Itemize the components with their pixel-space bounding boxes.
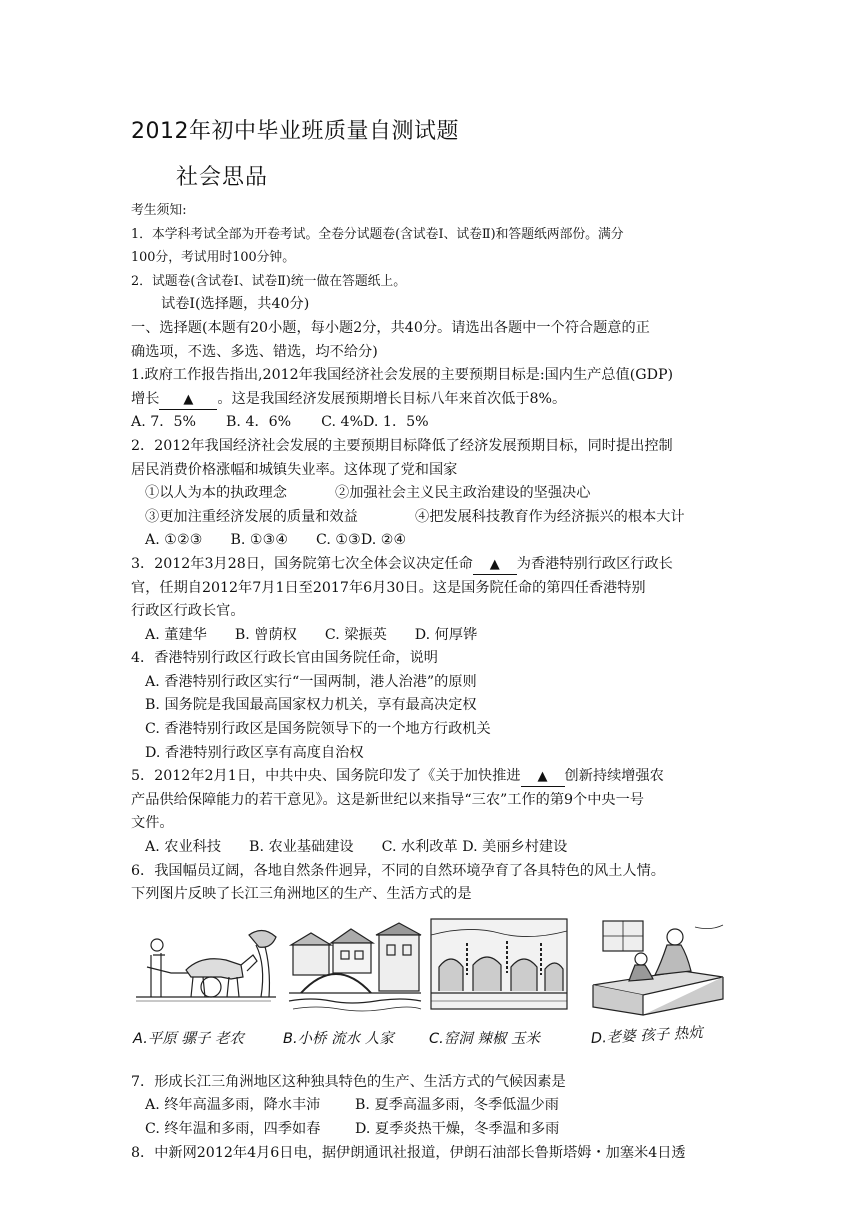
paper-label: 试卷Ⅰ(选择题，共40分) [161, 296, 310, 313]
q5-stem-a [131, 765, 736, 789]
q4-stem: 4．香港特别行政区行政长官由国务院任命，说明 [131, 650, 438, 667]
q1-options [131, 411, 736, 435]
picture-c-caption: C.窑洞 辣椒 玉米 [429, 1030, 540, 1047]
q2-item-3: ③更加注重经济发展的质量和效益 [145, 508, 358, 525]
q7-options-row-2 [131, 1118, 736, 1142]
q4-option-c: C. 香港特别行政区是国务院领导下的一个地方行政机关 [145, 721, 491, 738]
notice-heading: 考生须知: [131, 203, 187, 218]
q1-stem-b-pre: 增长 [131, 390, 160, 407]
q2-items-row-1 [131, 482, 736, 506]
q2-option-a: A. ①②③ [145, 532, 203, 549]
exam-content [131, 199, 736, 1165]
q5-stem-a-pre: 5．2012年2月1日，中共中央、国务院印发了《关于加快推进 [131, 768, 521, 785]
q8-stem: 8．中新网2012年4月6日电，据伊朗通讯社报道，伊朗石油部长鲁斯塔姆・加塞米4日透 [131, 1144, 686, 1161]
picture-b-caption: B.小桥 流水 人家 [283, 1030, 394, 1047]
section-intro-b: 确选项，不选、多选、错选，均不给分) [131, 343, 378, 360]
q5-option-cd: C. 水利改革 D. 美丽乡村建设 [381, 839, 568, 856]
q1-option-a: A. 7．5% [131, 414, 196, 431]
q7-options-row-1 [131, 1094, 736, 1118]
section-intro-a: 一、选择题(本题有20小题，每小题2分，共40分。请选出各题中一个符合题意的正 [131, 319, 650, 336]
kang-family-illustration [583, 915, 733, 1025]
q4-option-a: A. 香港特别行政区实行“一国两制，港人治港”的原则 [145, 673, 477, 690]
q5-option-b: B. 农业基础建设 [249, 839, 354, 856]
q3-answer-blank [473, 555, 517, 575]
blank-marker-icon: ▲ [183, 391, 194, 407]
q3-option-c: C. 梁振英 [324, 626, 387, 643]
exam-title: 2012年初中毕业班质量自测试题 [131, 119, 459, 144]
q3-stem-b: 官，任期自2012年7月1日至2017年6月30日。这是国务院任命的第四任香港特别 [131, 579, 646, 596]
q2-options [131, 529, 736, 553]
exam-subject: 社会思品 [176, 165, 269, 190]
notice-line-1a: 1．本学科考试全部为开卷考试。全卷分试题卷(含试卷Ⅰ、试卷Ⅱ)和答题纸两部份。满分 [131, 226, 624, 242]
q1-option-cd: C. 4%D. 1．5% [321, 414, 429, 431]
blank-marker-icon: ▲ [537, 769, 548, 785]
q1-option-b: B. 4．6% [226, 414, 292, 431]
q5-answer-blank [521, 767, 565, 787]
q5-options [131, 836, 736, 860]
q6-picture-row [131, 915, 736, 1065]
q3-stem-c: 行政区行政长官。 [131, 603, 245, 620]
q2-option-cd: C. ①③D. ②④ [316, 532, 407, 549]
q7-stem: 7．形成长江三角洲地区这种独具特色的生产、生活方式的气候因素是 [131, 1073, 566, 1090]
q3-stem-a [131, 553, 736, 577]
q6-stem-a: 6．我国幅员辽阔，各地自然条件迥异，不同的自然环境孕育了各具特色的风土人情。 [131, 862, 665, 879]
q1-stem-b [131, 388, 736, 412]
q2-item-2: ②加强社会主义民主政治建设的坚强决心 [335, 485, 591, 502]
q3-options [131, 624, 736, 648]
notice-line-1b: 100分，考试用时100分钟。 [131, 250, 296, 266]
q2-stem-b: 居民消费价格涨幅和城镇失业率。这体现了党和国家 [131, 461, 458, 478]
q4-option-b: B. 国务院是我国最高国家权力机关，享有最高决定权 [145, 697, 477, 714]
q7-option-d: D. 夏季炎热干燥，冬季温和多雨 [355, 1121, 560, 1137]
q1-answer-blank [159, 390, 217, 410]
q3-stem-a-post: 为香港特别行政区行政长 [516, 555, 673, 572]
q2-stem-a: 2．2012年我国经济社会发展的主要预期目标降低了经济发展预期目标，同时提出控制 [131, 437, 673, 454]
q6-stem-b: 下列图片反映了长江三角洲地区的生产、生活方式的是 [131, 886, 472, 903]
plain-mule-farmer-illustration [131, 915, 281, 1025]
q2-option-b: B. ①③④ [230, 532, 289, 549]
q3-option-d: D. 何厚铧 [414, 626, 478, 643]
q7-option-b: B. 夏季高温多雨，冬季低温少雨 [355, 1097, 559, 1114]
q5-stem-b: 产品供给保障能力的若干意见》。这是新世纪以来指导“三农”工作的第9个中央一号 [131, 791, 644, 808]
q1-stem-b-post: 。这是我国经济发展预期增长目标八年来首次低于8%。 [217, 390, 567, 407]
q3-stem-a-pre: 3．2012年3月28日，国务院第七次全体会议决定任命 [131, 555, 473, 572]
blank-marker-icon: ▲ [489, 556, 500, 572]
q2-item-4: ④把发展科技教育作为经济振兴的根本大计 [415, 508, 685, 525]
q1-stem-a: 1.政府工作报告指出,2012年我国经济社会发展的主要预期目标是:国内生产总值(GDP) [131, 367, 674, 384]
q5-stem-c: 文件。 [131, 815, 174, 832]
q3-option-b: B. 曾荫权 [234, 626, 297, 643]
picture-a-caption: A.平原 骡子 老农 [133, 1030, 245, 1047]
q2-items-row-2 [131, 506, 736, 530]
bridge-water-houses-illustration [281, 915, 431, 1025]
cave-dwelling-illustration [429, 915, 579, 1025]
notice-line-2: 2．试题卷(含试卷Ⅰ、试卷Ⅱ)统一做在答题纸上。 [131, 273, 407, 289]
q7-option-a: A. 终年高温多雨，降水丰沛 [145, 1097, 321, 1114]
q4-option-d: D. 香港特别行政区享有高度自治权 [145, 744, 364, 761]
q5-option-a: A. 农业科技 [145, 839, 222, 856]
q5-stem-a-post: 创新持续增强农 [564, 768, 664, 785]
q2-item-1: ①以人为本的执政理念 [145, 485, 287, 502]
q3-option-a: A. 董建华 [145, 626, 207, 643]
q7-option-c: C. 终年温和多雨，四季如春 [145, 1121, 321, 1137]
picture-d-caption: D.老婆 孩子 热炕 [590, 1024, 704, 1047]
